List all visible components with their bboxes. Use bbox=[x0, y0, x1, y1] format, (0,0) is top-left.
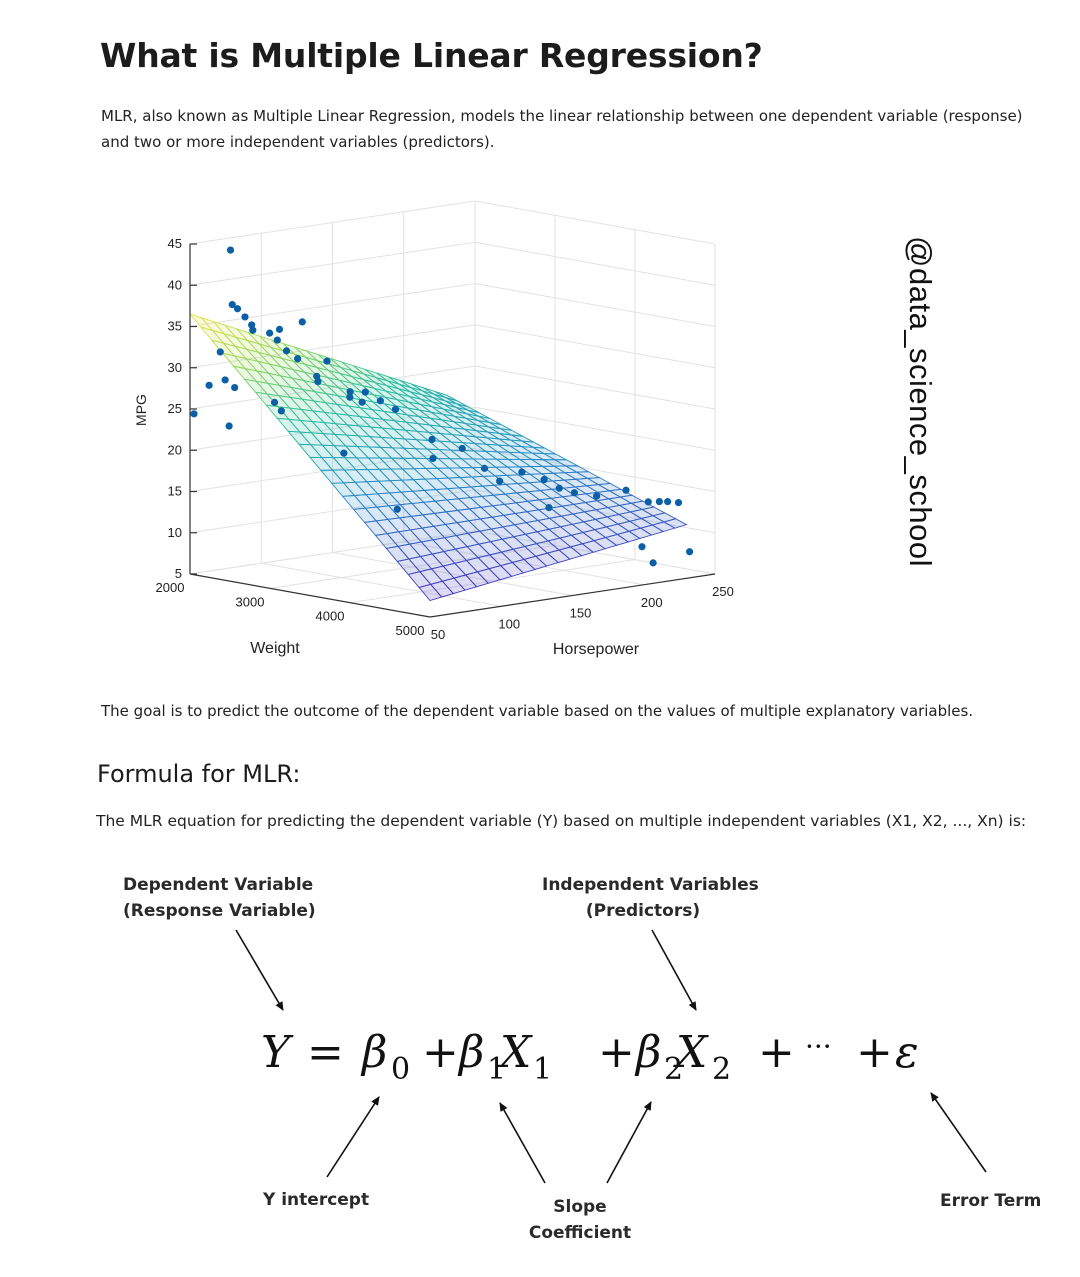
eq-x2: X bbox=[676, 1027, 708, 1078]
error-term-label: Error Term bbox=[940, 1191, 1042, 1211]
eq-equals: = bbox=[307, 1027, 344, 1078]
eq-x1: X bbox=[500, 1027, 532, 1078]
eq-beta0: β bbox=[362, 1027, 388, 1078]
y-tick-label: 100 bbox=[498, 616, 521, 632]
independent-variables-label: Independent Variables (Predictors) bbox=[542, 875, 759, 921]
formula-heading: Formula for MLR: bbox=[97, 760, 301, 788]
page-title: What is Multiple Linear Regression? bbox=[100, 36, 763, 75]
eq-sub-0: 0 bbox=[391, 1052, 411, 1087]
x-tick-label: 4000 bbox=[315, 608, 345, 624]
eq-sub-b1: 1 bbox=[487, 1052, 507, 1087]
z-tick-label: 25 bbox=[167, 401, 182, 416]
y-tick-label: 150 bbox=[569, 605, 592, 621]
z-tick-label: 15 bbox=[167, 483, 182, 499]
z-axis-label: MPG bbox=[133, 394, 149, 426]
z-tick-label: 35 bbox=[167, 318, 182, 334]
x-axis-label: Weight bbox=[250, 640, 300, 657]
arrow-dependent bbox=[236, 930, 283, 1010]
x-tick-label: 2000 bbox=[155, 580, 185, 595]
eq-ellipsis: ··· bbox=[805, 1030, 832, 1063]
slope-coefficient-label: Slope Coefficient bbox=[528, 1197, 632, 1243]
z-tick-label: 5 bbox=[174, 566, 182, 581]
z-tick-label: 45 bbox=[167, 236, 182, 251]
eq-y: Y bbox=[261, 1027, 291, 1078]
eq-epsilon: ε bbox=[895, 1027, 919, 1078]
arrow-independent bbox=[652, 930, 696, 1010]
dependent-variable-label: Dependent Variable (Response Variable) bbox=[123, 875, 316, 921]
eq-plus-4: + bbox=[856, 1027, 893, 1078]
z-tick-label: 30 bbox=[167, 359, 182, 375]
eq-plus-1: + bbox=[422, 1027, 459, 1078]
z-tick-label: 40 bbox=[167, 277, 182, 293]
eq-plus-3: + bbox=[758, 1027, 795, 1078]
x-tick-label: 5000 bbox=[395, 623, 425, 638]
eq-sub-x1: 1 bbox=[533, 1052, 553, 1087]
eq-sub-b2: 2 bbox=[664, 1052, 684, 1087]
arrow-intercept bbox=[327, 1097, 379, 1177]
y-axis-label: Horsepower bbox=[552, 641, 640, 658]
arrow-slope-1 bbox=[500, 1103, 545, 1183]
arrow-error bbox=[931, 1093, 986, 1172]
arrow-slope-2 bbox=[607, 1102, 651, 1183]
eq-beta2: β bbox=[636, 1027, 662, 1078]
y-intercept-label: Y intercept bbox=[263, 1190, 370, 1210]
watermark: @data_science_school bbox=[903, 236, 938, 568]
goal-text: The goal is to predict the outcome of the dependent variable based on the values of multiple explanatory variables. bbox=[101, 702, 974, 720]
eq-plus-2: + bbox=[598, 1027, 635, 1078]
eq-sub-x2: 2 bbox=[712, 1052, 732, 1087]
eq-beta1: β bbox=[459, 1027, 485, 1078]
y-tick-label: 50 bbox=[430, 627, 446, 642]
y-tick-label: 200 bbox=[640, 594, 663, 610]
z-tick-label: 10 bbox=[167, 524, 182, 540]
x-tick-label: 3000 bbox=[235, 594, 265, 610]
formula-intro: The MLR equation for predicting the dependent variable (Y) based on multiple independent variables (X1, X2, ..., Xn) is: bbox=[96, 812, 1027, 830]
z-tick-label: 20 bbox=[167, 442, 182, 458]
intro-paragraph: MLR, also known as Multiple Linear Regression, models the linear relationship between one dependent variable (response) and two or more independent variables (predictors). bbox=[101, 107, 1023, 151]
y-tick-label: 250 bbox=[712, 584, 734, 599]
